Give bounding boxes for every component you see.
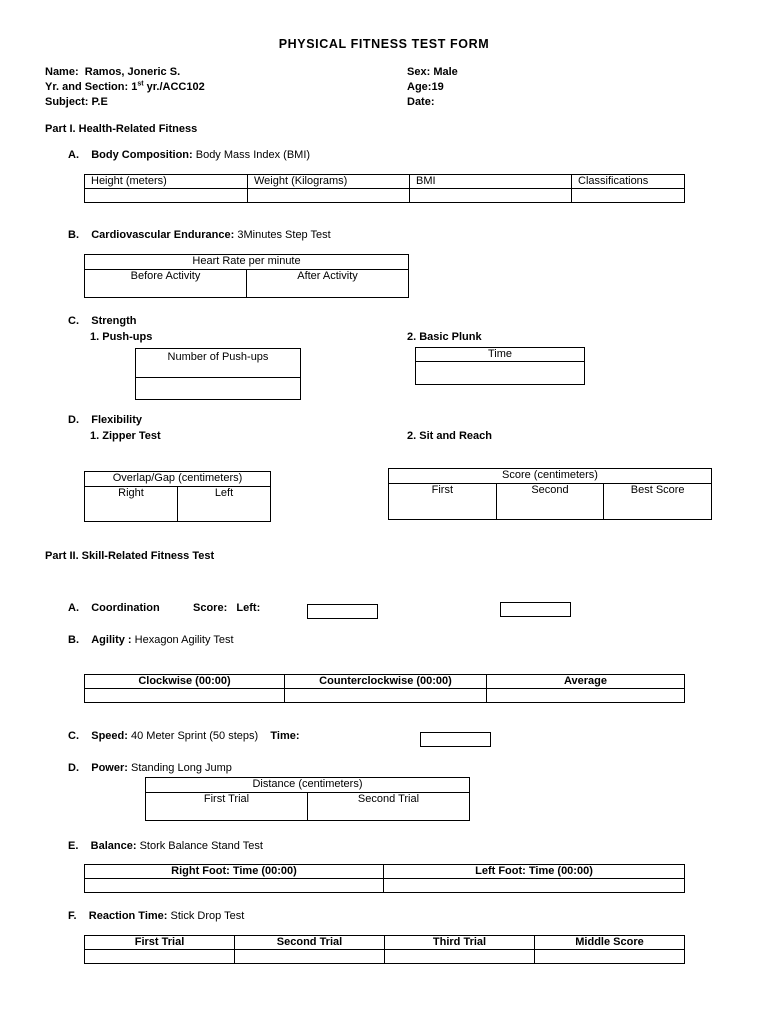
sit-reach-second[interactable]: Second bbox=[496, 484, 604, 520]
reaction-second-cell[interactable] bbox=[235, 950, 385, 964]
plunk-table bbox=[415, 347, 585, 385]
sex-label: Sex: bbox=[407, 66, 431, 78]
agility-counterclockwise-cell[interactable] bbox=[285, 689, 487, 703]
bmi-weight-cell[interactable] bbox=[248, 189, 410, 203]
agility-clockwise-cell[interactable] bbox=[85, 689, 285, 703]
name-value: Ramos, Joneric S. bbox=[84, 66, 181, 78]
pushups-label: 1. Push-ups bbox=[90, 331, 153, 343]
bmi-col-weight: Weight (Kilograms) bbox=[248, 175, 410, 189]
plunk-cell[interactable] bbox=[416, 362, 585, 385]
subject-label: Subject: bbox=[45, 96, 89, 108]
part2-e-letter: E. bbox=[68, 840, 79, 852]
part2-heading: Part II. Skill-Related Fitness Test bbox=[45, 550, 215, 562]
part2-c-letter: C. bbox=[68, 730, 79, 742]
part2-c-label: Speed: bbox=[91, 730, 128, 742]
speed-time-label: Time: bbox=[270, 730, 300, 742]
bmi-height-cell[interactable] bbox=[85, 189, 248, 203]
reaction-col-third: Third Trial bbox=[385, 936, 535, 950]
part1-d-label: Flexibility bbox=[91, 414, 142, 426]
part2-a-label: Coordination bbox=[91, 602, 160, 614]
bmi-col-bmi: BMI bbox=[410, 175, 572, 189]
part1-c-label: Strength bbox=[91, 315, 137, 327]
age-row bbox=[407, 81, 444, 93]
part1-a-heading bbox=[68, 149, 310, 161]
sit-reach-header: Score (centimeters) bbox=[389, 469, 712, 484]
age-value: 19 bbox=[431, 81, 444, 93]
coordination-score-label: Score: bbox=[193, 602, 228, 614]
balance-right-foot-cell[interactable] bbox=[85, 879, 384, 893]
name-row bbox=[45, 66, 180, 78]
bmi-table bbox=[84, 174, 685, 203]
yr-label: Yr. and Section: bbox=[45, 81, 129, 93]
part1-b-heading bbox=[68, 229, 331, 241]
part1-b-rest: 3Minutes Step Test bbox=[237, 229, 331, 241]
age-label: Age: bbox=[407, 81, 432, 93]
zipper-table bbox=[84, 471, 271, 522]
reaction-col-second: Second Trial bbox=[235, 936, 385, 950]
part1-c-heading bbox=[68, 315, 136, 327]
heart-rate-before[interactable]: Before Activity bbox=[85, 270, 247, 298]
heart-rate-header: Heart Rate per minute bbox=[85, 255, 409, 270]
reaction-col-first: First Trial bbox=[85, 936, 235, 950]
heart-rate-after[interactable]: After Activity bbox=[247, 270, 409, 298]
pushups-cell[interactable] bbox=[136, 378, 301, 400]
balance-left-foot-cell[interactable] bbox=[384, 879, 685, 893]
form-title: PHYSICAL FITNESS TEST FORM bbox=[278, 37, 490, 51]
balance-table bbox=[84, 864, 685, 893]
pushups-header: Number of Push-ups bbox=[136, 349, 301, 378]
pushups-table bbox=[135, 348, 301, 400]
part1-d-letter: D. bbox=[68, 414, 79, 426]
power-header: Distance (centimeters) bbox=[146, 778, 470, 793]
plunk-label: 2. Basic Plunk bbox=[407, 331, 482, 343]
subject-row bbox=[45, 96, 108, 108]
agility-table bbox=[84, 674, 685, 703]
sex-value: Male bbox=[433, 66, 458, 78]
part1-c-letter: C. bbox=[68, 315, 79, 327]
part2-c-heading bbox=[68, 730, 300, 742]
bmi-col-height: Height (meters) bbox=[85, 175, 248, 189]
date-label: Date: bbox=[407, 96, 435, 108]
agility-col-average: Average bbox=[487, 675, 685, 689]
agility-col-counterclockwise: Counterclockwise (00:00) bbox=[285, 675, 487, 689]
agility-col-clockwise: Clockwise (00:00) bbox=[85, 675, 285, 689]
yr-section-row bbox=[45, 81, 205, 93]
part2-f-letter: F. bbox=[68, 910, 77, 922]
plunk-header: Time bbox=[416, 348, 585, 362]
balance-col-left-foot: Left Foot: Time (00:00) bbox=[384, 865, 685, 879]
sit-reach-first[interactable]: First bbox=[389, 484, 497, 520]
coordination-left-box[interactable] bbox=[307, 604, 378, 619]
speed-time-box[interactable] bbox=[420, 732, 491, 747]
reaction-third-cell[interactable] bbox=[385, 950, 535, 964]
power-first-trial[interactable]: First Trial bbox=[146, 793, 308, 821]
part2-c-rest: 40 Meter Sprint (50 steps) bbox=[130, 730, 259, 742]
part2-d-rest: Standing Long Jump bbox=[130, 762, 232, 774]
sit-reach-table bbox=[388, 468, 712, 520]
part1-b-label: Cardiovascular Endurance: bbox=[91, 229, 235, 241]
yr-suffix: yr./ACC102 bbox=[146, 81, 205, 93]
part2-f-label: Reaction Time: bbox=[88, 910, 168, 922]
part2-b-rest: Hexagon Agility Test bbox=[134, 634, 234, 646]
name-label: Name: bbox=[45, 66, 79, 78]
part1-b-letter: B. bbox=[68, 229, 79, 241]
coordination-score-row bbox=[193, 602, 260, 614]
part2-b-letter: B. bbox=[68, 634, 79, 646]
part2-f-rest: Stick Drop Test bbox=[170, 910, 245, 922]
part2-d-label: Power: bbox=[91, 762, 128, 774]
part2-b-heading bbox=[68, 634, 234, 646]
part2-e-rest: Stork Balance Stand Test bbox=[139, 840, 263, 852]
sit-reach-best[interactable]: Best Score bbox=[604, 484, 712, 520]
part1-d-heading bbox=[68, 414, 142, 426]
zipper-label: 1. Zipper Test bbox=[90, 430, 161, 442]
power-second-trial[interactable]: Second Trial bbox=[308, 793, 470, 821]
bmi-col-classifications: Classifications bbox=[572, 175, 685, 189]
sit-reach-label: 2. Sit and Reach bbox=[407, 430, 492, 442]
bmi-classification-cell[interactable] bbox=[572, 189, 685, 203]
agility-average-cell[interactable] bbox=[487, 689, 685, 703]
zipper-right[interactable]: Right bbox=[85, 487, 178, 522]
coordination-right-box[interactable] bbox=[500, 602, 571, 617]
heart-rate-table bbox=[84, 254, 409, 298]
part2-a-letter: A. bbox=[68, 602, 79, 614]
part2-d-letter: D. bbox=[68, 762, 79, 774]
yr-sup: st bbox=[137, 80, 144, 88]
part2-e-heading bbox=[68, 840, 263, 852]
part2-d-heading bbox=[68, 762, 232, 774]
coordination-left-label: Left: bbox=[236, 602, 261, 614]
zipper-header: Overlap/Gap (centimeters) bbox=[85, 472, 271, 487]
part1-a-rest: Body Mass Index (BMI) bbox=[195, 149, 311, 161]
reaction-table bbox=[84, 935, 685, 964]
part2-f-heading bbox=[68, 910, 244, 922]
zipper-left[interactable]: Left bbox=[178, 487, 271, 522]
reaction-middle-cell[interactable] bbox=[535, 950, 685, 964]
subject-value: P.E bbox=[91, 96, 108, 108]
part2-e-label: Balance: bbox=[90, 840, 137, 852]
part1-heading: Part I. Health-Related Fitness bbox=[45, 123, 198, 135]
power-table bbox=[145, 777, 470, 821]
part2-a-heading bbox=[68, 602, 160, 614]
bmi-bmi-cell[interactable] bbox=[410, 189, 572, 203]
part2-b-label: Agility : bbox=[91, 634, 132, 646]
reaction-col-middle: Middle Score bbox=[535, 936, 685, 950]
yr-prefix: 1 bbox=[131, 81, 138, 93]
part1-a-letter: A. bbox=[68, 149, 79, 161]
part1-a-label: Body Composition: bbox=[91, 149, 193, 161]
balance-col-right-foot: Right Foot: Time (00:00) bbox=[85, 865, 384, 879]
reaction-first-cell[interactable] bbox=[85, 950, 235, 964]
sex-row bbox=[407, 66, 458, 78]
